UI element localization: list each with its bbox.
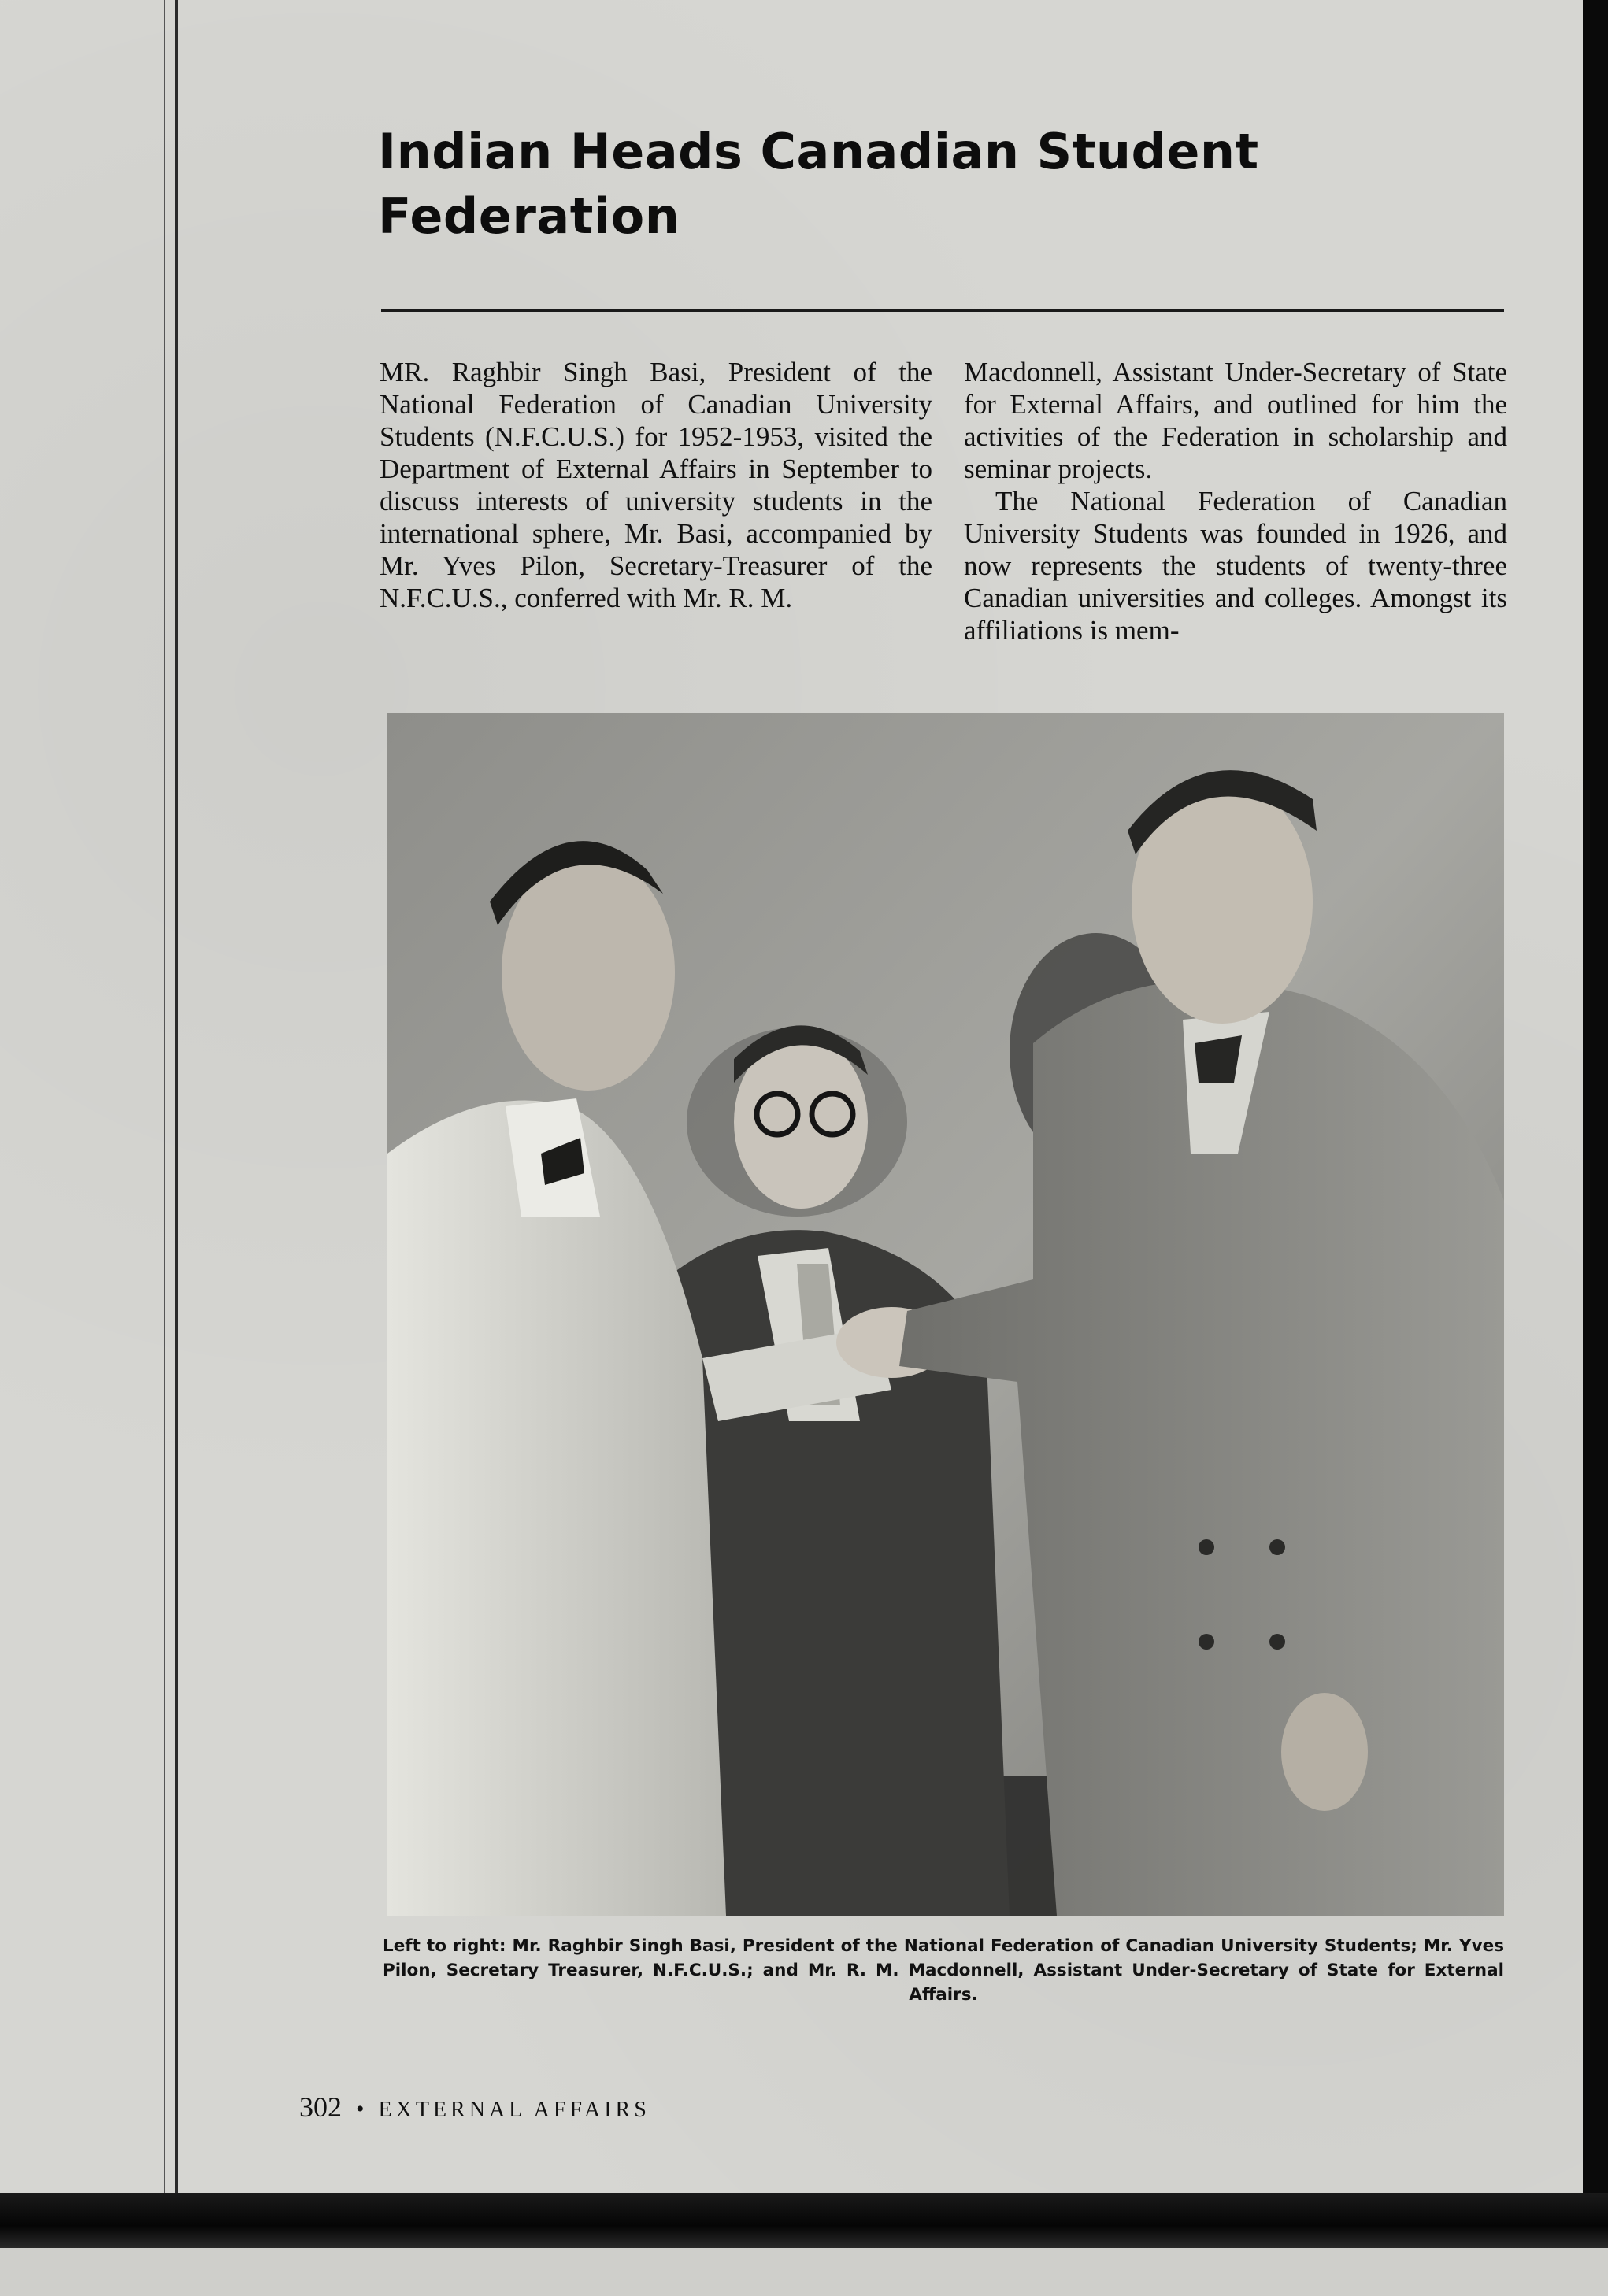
article-column-right — [964, 356, 1507, 646]
article-title: Indian Heads Canadian Student Federation — [378, 123, 1259, 245]
news-photograph — [387, 713, 1504, 1916]
article-paragraph-1: MR. Raghbir Singh Basi, President of the National Federation of Canadian University Students (N.F.C.U.S.) for 1952-1953, visited the Department of External Affairs in September to discuss interests of university students in the international sphere, Mr. Basi, accompanied by Mr. Yves Pilon, Secretary-Treasurer of the N.F.C.U.S., conferred with Mr. R. M. — [380, 357, 932, 613]
photograph-illustration — [387, 713, 1504, 1916]
page-footer — [299, 2090, 650, 2130]
article-paragraph-1-continued: Macdonnell, Assistant Under-Secretary of State for External Affairs, and outlined for him the activities of the Federation in scholarship and seminar projects. — [964, 357, 1507, 484]
binding-rule — [175, 0, 178, 2197]
title-divider — [381, 309, 1504, 312]
binding-rule-thin — [164, 0, 165, 2197]
article-column-left — [380, 356, 932, 614]
footer-bullet: • — [356, 2096, 365, 2122]
scan-bottom-strip — [0, 2248, 1608, 2296]
article-paragraph-2: The National Federation of Canadian University Students was founded in 1926, and now represents the students of twenty-three Canadian universities and colleges. Amongst its affiliations is mem- — [964, 486, 1507, 646]
page-edge-shadow — [1583, 0, 1608, 2296]
publication-name: EXTERNAL AFFAIRS — [378, 2098, 650, 2122]
page-number: 302 — [299, 2091, 342, 2123]
photo-caption: Left to right: Mr. Raghbir Singh Basi, President of the National Federation of Canadian University Students; Mr. Yves Pilon, Secretary Treasurer, N.F.C.U.S.; and Mr. R. M. Macdonnell, Assistant Under-Secretary of State for External Affairs. — [383, 1936, 1504, 2005]
scan-bottom-shadow — [0, 2193, 1608, 2248]
